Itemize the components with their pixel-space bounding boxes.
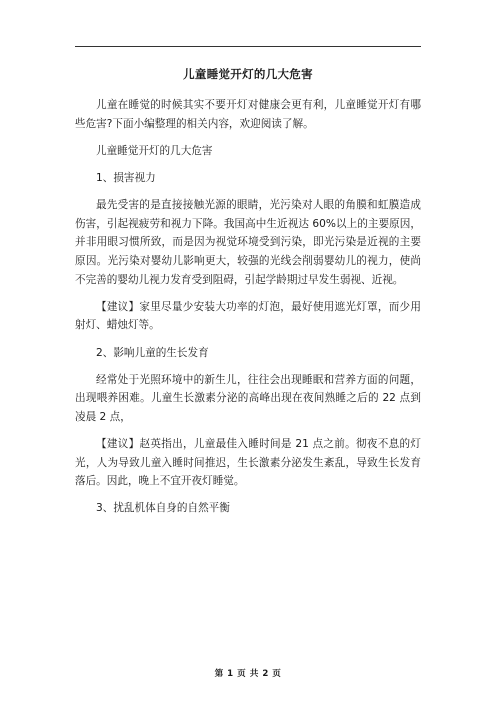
advice-paragraph: 【建议】家里尽量少安装大功率的灯泡，最好使用遮光灯罩，而少用射灯、蜡烛灯等。 <box>75 300 421 332</box>
subheading-2: 2、影响儿童的生长发育 <box>96 346 209 359</box>
header-rule <box>75 46 421 47</box>
page-title: 儿童睡觉开灯的几大危害 <box>183 67 313 81</box>
body-paragraph: 经常处于光照环境中的新生儿，往往会出现睡眠和营养方面的问题，出现喂养困难。儿童生长激素分泌的高峰出现在夜间熟睡之后的 22 点到凌晨 2 点， <box>75 373 421 423</box>
page-footer: 第 1 页 共 2 页 <box>214 669 282 679</box>
section-heading: 儿童睡觉开灯的几大危害 <box>96 144 213 157</box>
body-paragraph: 最先受害的是直接接触光源的眼睛，光污染对人眼的角膜和虹膜造成伤害，引起视疲劳和视力下降。我国高中生近视达 60%以上的主要原因，并非用眼习惯所致，而是因为视觉环境受到污染，即光污染是近视的主要原因。光污染对婴幼儿影响更大，较强的光线会削弱婴幼儿的视力，使尚不完善的婴幼儿视力发育受到阻碍，引起学龄期过早发生弱视、近视。 <box>75 199 421 286</box>
subheading-3: 3、扰乱机体自身的自然平衡 <box>96 502 230 515</box>
intro-paragraph: 儿童在睡觉的时候其实不要开灯对健康会更有利，儿童睡觉开灯有哪些危害?下面小编整理的相关内容，欢迎阅读了解。 <box>75 99 421 130</box>
subheading-1: 1、损害视力 <box>96 171 156 184</box>
advice-paragraph: 【建议】赵英指出，儿童最佳入睡时间是 21 点之前。彻夜不息的灯光，人为导致儿童入睡时间推迟，生长激素分泌发生紊乱，导致生长发育落后。因此，晚上不宜开夜灯睡觉。 <box>75 438 421 488</box>
article-body <box>75 96 421 518</box>
